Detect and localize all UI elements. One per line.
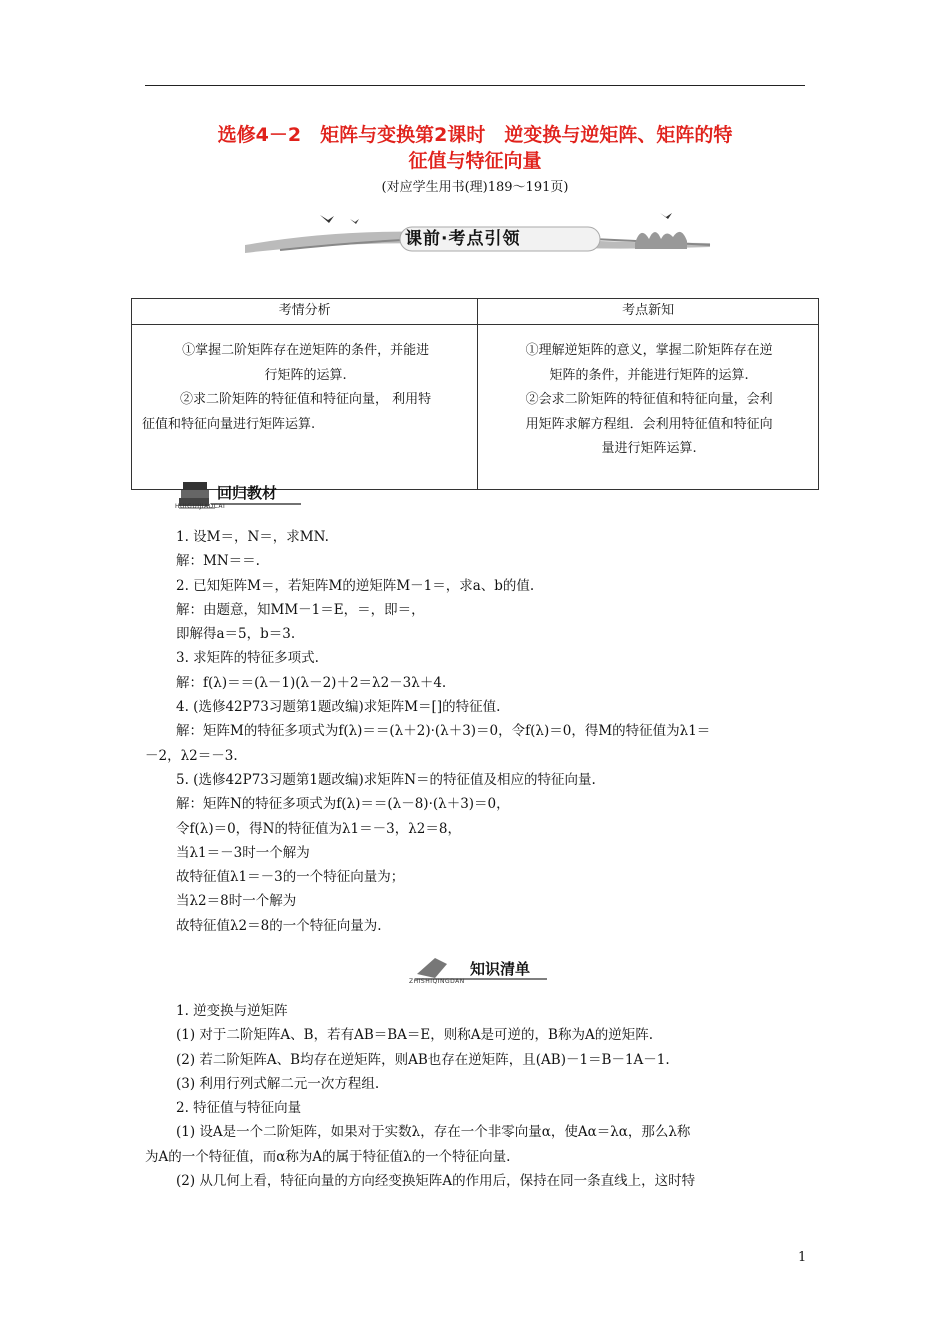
cell-line: ②会求二阶矩阵的特征值和特征向量，会利 — [525, 392, 773, 407]
solution-line: 令f(λ)＝0，得N的特征值为λ1＝－3，λ2＝8， — [176, 820, 461, 837]
solution-line: 解：MN＝＝. — [176, 553, 260, 570]
cell-line: ②求二阶矩阵的特征值和特征向量， 利用特 — [180, 392, 432, 407]
solution-line: 当λ1＝－3时一个解为 — [176, 844, 310, 861]
cell-line: 矩阵的条件，并能进行矩阵的运算. — [549, 367, 749, 383]
problem-line: 5. (选修42P73习题第1题改编)求矩阵N＝的特征值及相应的特征向量. — [176, 771, 596, 788]
header-rule — [145, 85, 805, 86]
knowledge-line: (3) 利用行列式解二元一次方程组. — [176, 1075, 380, 1092]
banner-label: 课前·考点引领 — [405, 229, 521, 249]
section-pinyin: ZHISHIQINGDAN — [409, 978, 465, 985]
problem-line: 4. (选修42P73习题第1题改编)求矩阵M＝[]的特征值. — [176, 699, 501, 716]
page-subtitle: (对应学生用书(理)189～191页) — [381, 180, 569, 195]
solution-line: 解：由题意，知MM－1＝E，＝，即＝， — [176, 601, 425, 618]
section-label: 知识清单 — [470, 960, 531, 978]
bird-icon — [320, 215, 334, 223]
section-label: 回归教材 — [217, 484, 278, 502]
knowledge-line: (2) 若二阶矩阵A、B均存在逆矩阵，则AB也存在逆矩阵，且(AB)－1＝B－1A－1. — [176, 1051, 670, 1068]
title-line-2: 征值与特征向量 — [408, 150, 542, 172]
cell-line: ①理解逆矩阵的意义，掌握二阶矩阵存在逆 — [525, 343, 773, 358]
knowledge-line: 2. 特征值与特征向量 — [176, 1100, 302, 1117]
section-pinyin: HUIGUIJIAOCAI — [175, 503, 226, 510]
table-cell-analysis — [132, 325, 478, 490]
problem-line: 1. 设M＝，N＝，求MN. — [176, 529, 329, 545]
solution-line: 解：矩阵N的特征多项式为f(λ)＝＝(λ－8)·(λ＋3)＝0， — [176, 796, 510, 813]
solution-line: 解：f(λ)＝＝(λ－1)(λ－2)＋2＝λ2－3λ＋4. — [176, 674, 447, 691]
cell-line: 行矩阵的运算. — [264, 367, 347, 383]
knowledge-line: (2) 从几何上看，特征向量的方向经变换矩阵A的作用后，保持在同一条直线上，这时特 — [176, 1173, 696, 1190]
solution-line: 故特征值λ2＝8的一个特征向量为. — [176, 917, 382, 934]
cell-line: 量进行矩阵运算. — [601, 441, 697, 456]
cell-line: 征值和特征向量进行矩阵运算. — [142, 416, 316, 432]
page-number: 1 — [798, 1250, 807, 1265]
table-header-new-knowledge: 考点新知 — [478, 299, 819, 325]
cell-line: 用矩阵求解方程组．会利用特征值和特征向 — [525, 416, 773, 432]
solution-line: －2，λ2＝－3. — [145, 747, 238, 764]
table-cell-new-knowledge — [478, 325, 819, 490]
solution-line: 解：矩阵M的特征多项式为f(λ)＝＝(λ＋2)·(λ＋3)＝0，令f(λ)＝0，得M的特征值为λ1＝ — [176, 723, 711, 740]
knowledge-line: (1) 设A是一个二阶矩阵，如果对于实数λ，存在一个非零向量α，使Aα＝λα，那么λ称 — [176, 1124, 691, 1141]
knowledge-line: 为A的一个特征值，而α称为A的属于特征值λ的一个特征向量. — [145, 1148, 511, 1165]
review-section-content — [145, 525, 810, 938]
table-header-analysis: 考情分析 — [132, 299, 478, 325]
section-heading-knowledge — [407, 952, 552, 984]
knowledge-line: (1) 对于二阶矩阵A、B，若有AB＝BA＝E，则称A是可逆的，B称为A的逆矩阵. — [176, 1027, 653, 1044]
page-title — [150, 122, 800, 174]
problem-line: 2. 已知矩阵M＝，若矩阵M的逆矩阵M－1＝，求a、b的值. — [176, 577, 535, 594]
knowledge-line: 1. 逆变换与逆矩阵 — [176, 1003, 288, 1019]
section-heading-review — [175, 478, 305, 510]
solution-line: 即解得a＝5，b＝3. — [176, 626, 296, 643]
cell-line: ①掌握二阶矩阵存在逆矩阵的条件，并能进 — [182, 343, 430, 358]
solution-line: 故特征值λ1＝－3的一个特征向量为； — [176, 869, 405, 886]
problem-line: 3. 求矩阵的特征多项式. — [176, 650, 319, 667]
title-line-1: 选修4－2 矩阵与变换第2课时 逆变换与逆矩阵、矩阵的特 — [217, 124, 733, 146]
analysis-table — [131, 298, 819, 490]
solution-line: 当λ2＝8时一个解为 — [176, 893, 297, 910]
knowledge-section-content — [145, 999, 810, 1193]
